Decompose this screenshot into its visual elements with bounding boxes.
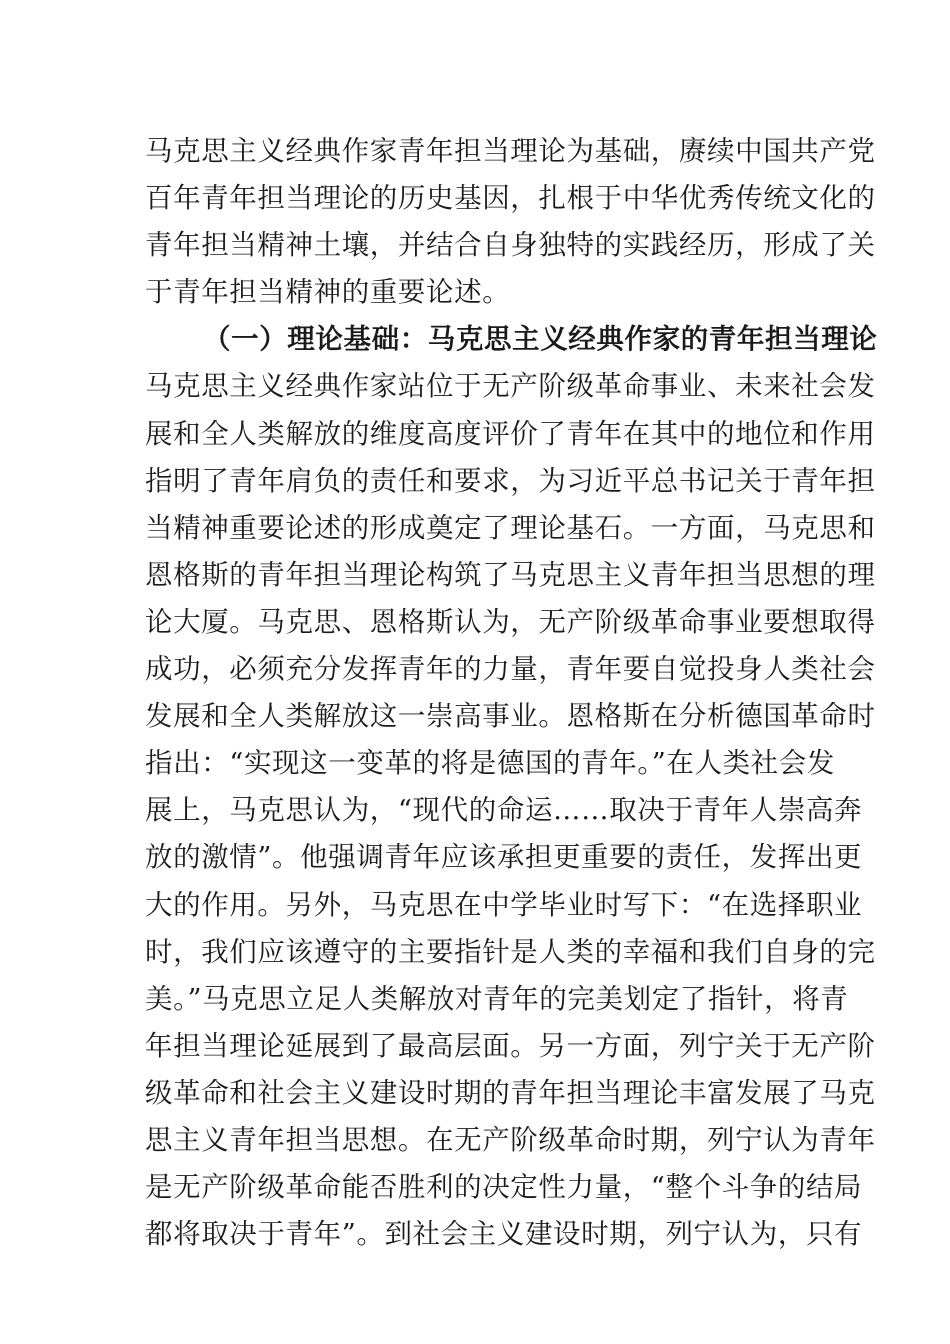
- text-line: 恩格斯的青年担当理论构筑了马克思主义青年担当思想的理: [145, 558, 876, 591]
- text-line: 年担当理论延展到了最高层面。另一方面，列宁关于无产阶: [145, 1029, 876, 1062]
- text-line: 是无产阶级革命能否胜利的决定性力量，“整个斗争的结局: [145, 1171, 863, 1204]
- text-line: 马克思主义经典作家站位于无产阶级革命事业、未来社会发: [145, 370, 876, 403]
- text-line: 论大厦。马克思、恩格斯认为，无产阶级革命事业要想取得: [145, 605, 876, 638]
- text-line: 于青年担当精神的重要论述。: [145, 276, 511, 309]
- text-line: 都将取决于青年”。到社会主义建设时期，列宁认为，只有: [145, 1218, 863, 1251]
- text-line: 百年青年担当理论的历史基因，扎根于中华优秀传统文化的: [145, 182, 876, 215]
- text-line: 大的作用。另外，马克思在中学毕业时写下：“在选择职业: [145, 888, 863, 921]
- text-line: 马克思主义经典作家青年担当理论为基础，赓续中国共产党: [145, 135, 876, 167]
- text-line: 展上，马克思认为，“现代的命运……取决于青年人崇高奔: [145, 794, 863, 827]
- text-line: 发展和全人类解放这一崇高事业。恩格斯在分析德国革命时: [145, 700, 876, 733]
- document-body: [145, 128, 878, 1258]
- text-line: 指出：“实现这一变革的将是德国的青年。”在人类社会发: [145, 747, 835, 780]
- text-line: 展和全人类解放的维度高度评价了青年在其中的地位和作用: [145, 417, 876, 450]
- text-line: 美。”马克思立足人类解放对青年的完美划定了指针，将青: [145, 982, 849, 1015]
- text-line: 思主义青年担当思想。在无产阶级革命时期，列宁认为青年: [145, 1123, 876, 1156]
- text-line: 指明了青年肩负的责任和要求，为习近平总书记关于青年担: [145, 464, 876, 497]
- text-line: 成功，必须充分发挥青年的力量，青年要自觉投身人类社会: [145, 653, 876, 686]
- text-line: 级革命和社会主义建设时期的青年担当理论丰富发展了马克: [145, 1076, 876, 1109]
- text-line: 时，我们应该遵守的主要指针是人类的幸福和我们自身的完: [145, 935, 876, 968]
- text-line: 青年担当精神土壤，并结合自身独特的实践经历，形成了关: [145, 229, 876, 262]
- section-heading: （一）理论基础：马克思主义经典作家的青年担当理论: [203, 323, 878, 356]
- text-line: 放的激情”。他强调青年应该承担更重要的责任，发挥出更: [145, 841, 863, 874]
- text-line: 当精神重要论述的形成奠定了理论基石。一方面，马克思和: [145, 511, 876, 544]
